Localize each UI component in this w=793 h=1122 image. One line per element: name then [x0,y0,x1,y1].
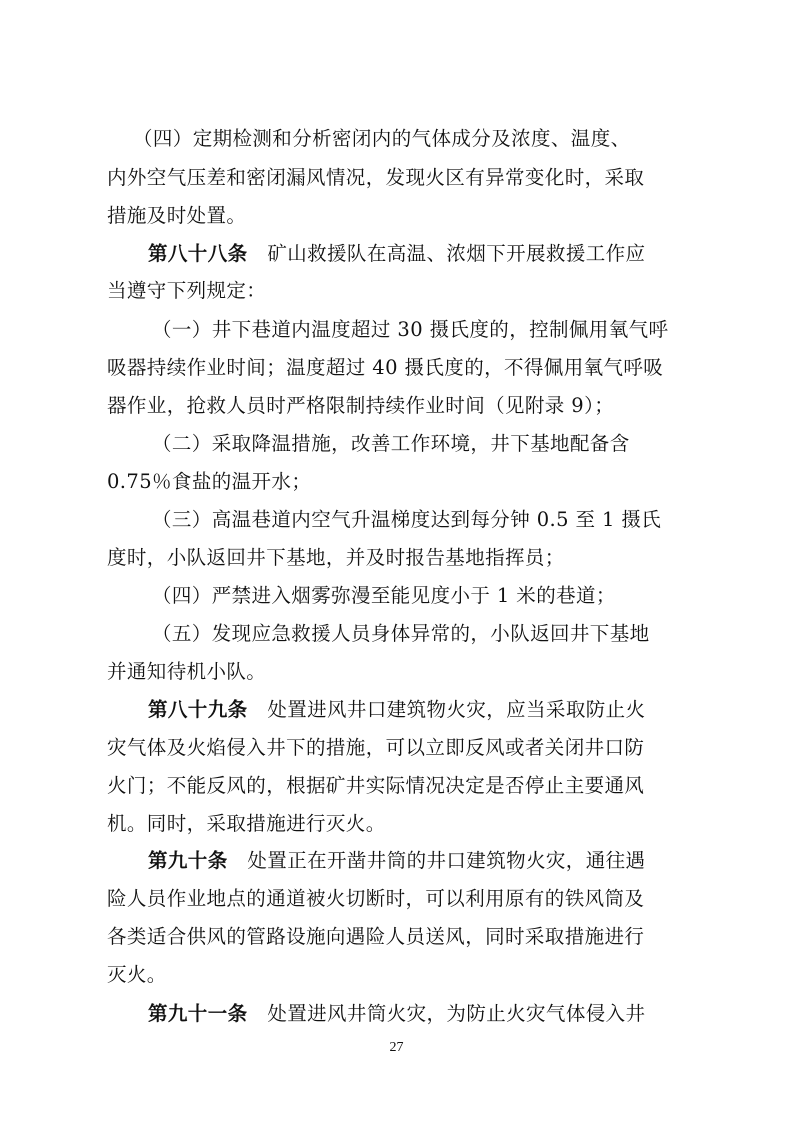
text-span: 0.75％食盐的温开水； [107,470,312,493]
paragraph-line [107,353,687,383]
text-span: 矿山救援队在高温、浓烟下开展救援工作应 [267,242,646,265]
text-span: 灭火。 [107,963,167,986]
article-line [148,999,728,1029]
text-span: 当遵守下列规定： [107,279,267,302]
article-heading: 第八十八条 [148,242,248,265]
text-span: （五）发现应急救援人员身体异常的，小队返回井下基地 [152,622,650,645]
paragraph-line [107,960,687,990]
text-span: （四）定期检测和分析密闭内的气体成分及浓度、温度、 [133,127,631,150]
article-line [148,846,728,876]
paragraph-line [107,771,687,801]
paragraph-line [107,163,687,193]
paragraph-line [107,733,687,763]
article-heading: 第九十一条 [148,1002,248,1025]
paragraph-line [107,467,687,497]
paragraph-line [107,201,687,231]
paragraph-line [152,581,732,611]
paragraph-line [152,315,732,345]
paragraph-line [107,884,687,914]
text-span: 各类适合供风的管路设施向遇险人员送风，同时采取措施进行 [107,925,645,948]
text-span: 度时，小队返回井下基地，并及时报告基地指挥员； [107,546,565,569]
paragraph-line [107,809,687,839]
text-span: （一）井下巷道内温度超过 30 摄氏度的，控制佩用氧气呼 [152,318,669,341]
text-span: 处置进风井筒火灾，为防止火灾气体侵入井 [267,1002,646,1025]
text-span: 处置进风井口建筑物火灾，应当采取防止火 [267,698,646,721]
text-span: 器作业，抢救人员时严格限制持续作业时间（见附录 9）； [107,394,615,417]
text-span: 处置正在开凿井筒的井口建筑物火灾，通往遇 [247,849,646,872]
article-heading: 第九十条 [148,849,228,872]
article-line [148,239,728,269]
text-span: 火门；不能反风的，根据矿井实际情况决定是否停止主要通风 [107,774,645,797]
article-heading: 第八十九条 [148,698,248,721]
text-span: （四）严禁进入烟雾弥漫至能见度小于 1 米的巷道； [152,584,616,607]
paragraph-line [152,505,732,535]
paragraph-line [107,922,687,952]
text-span: （三）高温巷道内空气升温梯度达到每分钟 0.5 至 1 摄氏 [152,508,662,531]
paragraph-line [107,543,687,573]
paragraph-line [107,391,687,421]
text-span: 并通知待机小队。 [107,660,267,683]
article-line [148,695,728,725]
paragraph-line [107,276,687,306]
text-span: 措施及时处置。 [107,204,247,227]
text-span: 险人员作业地点的通道被火切断时，可以利用原有的铁风筒及 [107,887,645,910]
paragraph-line [152,619,732,649]
text-span: 内外空气压差和密闭漏风情况，发现火区有异常变化时，采取 [107,166,645,189]
page-number: 27 [389,1040,404,1055]
paragraph-line [152,429,732,459]
text-span: 机。同时，采取措施进行灭火。 [107,812,386,835]
text-span: （二）采取降温措施，改善工作环境，井下基地配备含 [152,432,630,455]
text-span: 灾气体及火焰侵入井下的措施，可以立即反风或者关闭井口防 [107,736,645,759]
text-span: 吸器持续作业时间；温度超过 40 摄氏度的，不得佩用氧气呼吸 [107,356,664,379]
paragraph-line [107,657,687,687]
paragraph-line [133,124,713,154]
